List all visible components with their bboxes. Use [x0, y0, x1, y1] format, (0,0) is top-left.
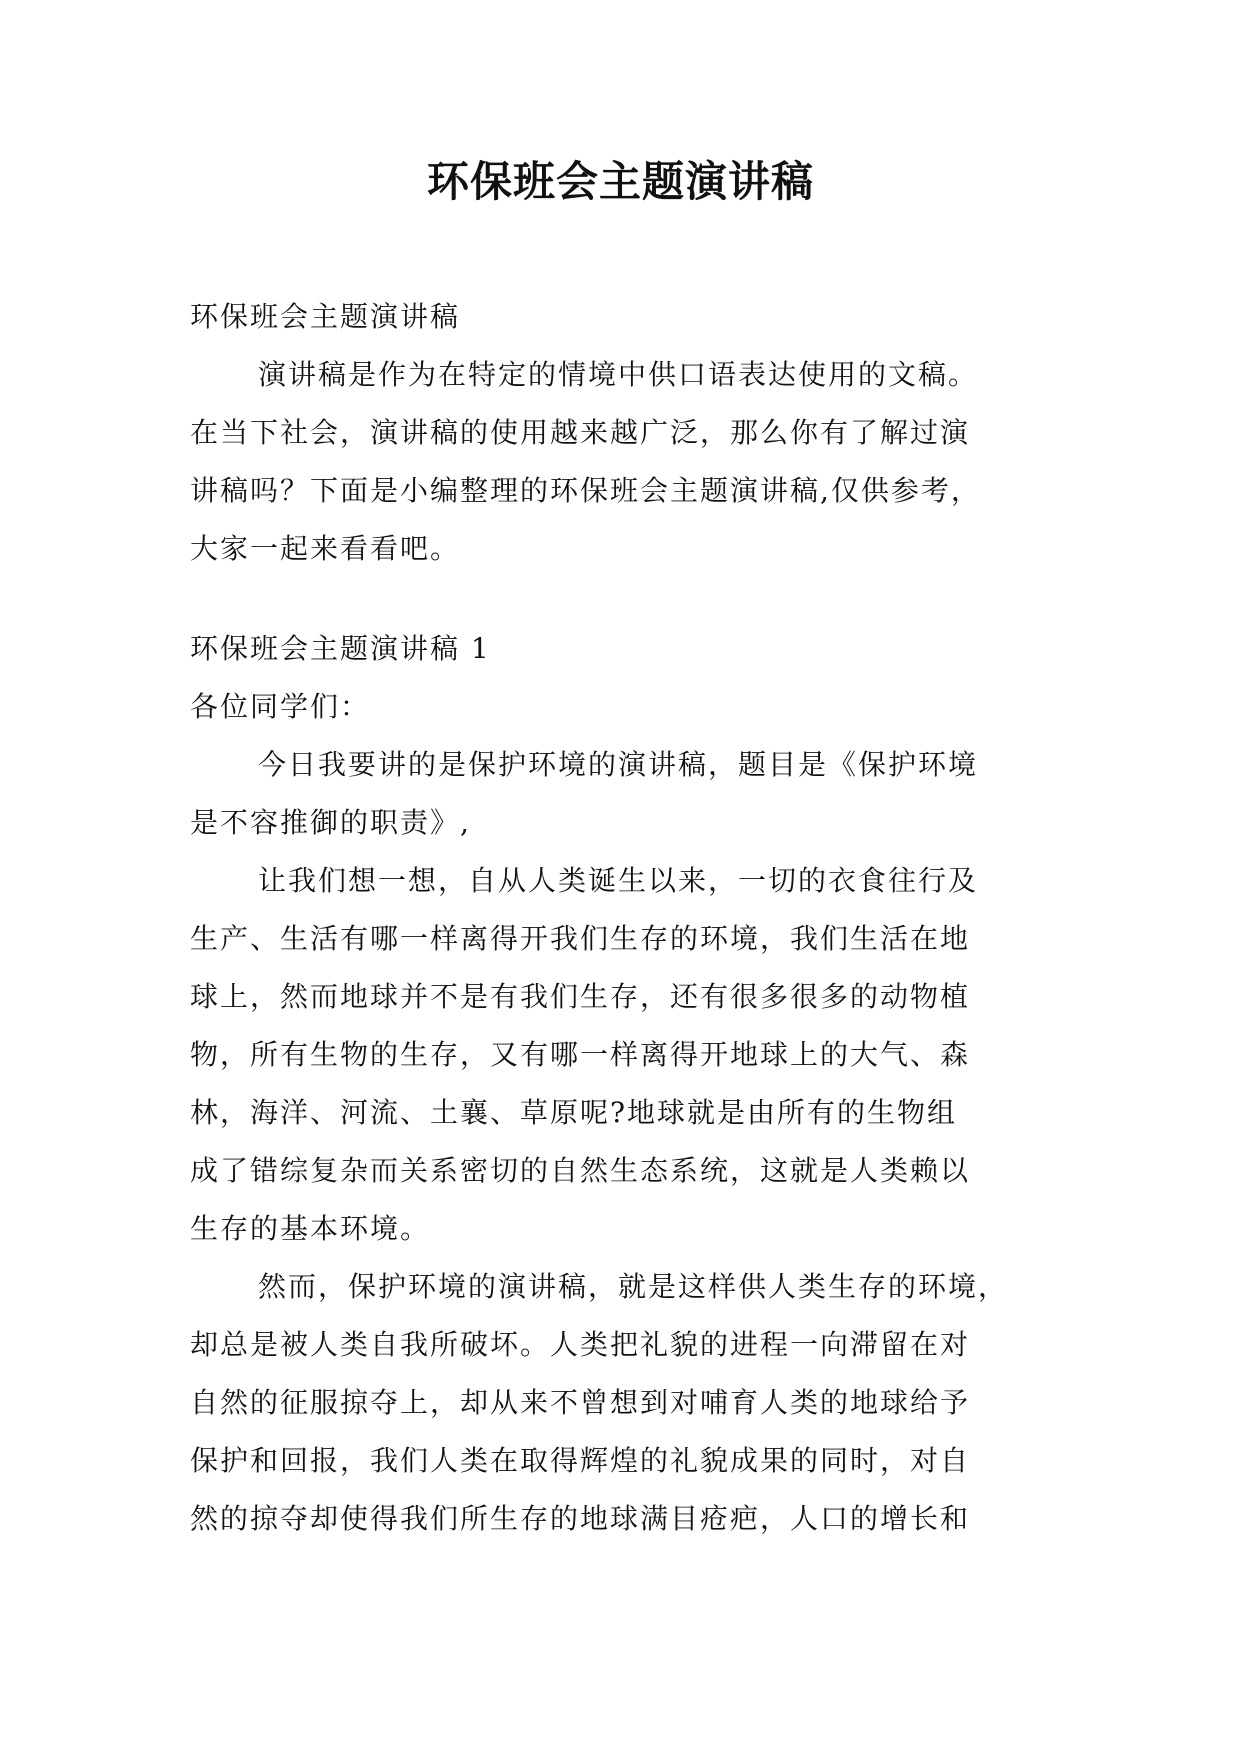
- paragraph-line: 今日我要讲的是保护环境的演讲稿，题目是《保护环境: [258, 748, 979, 781]
- document-body: [190, 288, 1050, 1548]
- paragraph-line: 生产、生活有哪一样离得开我们生存的环境，我们生活在地: [190, 922, 971, 955]
- paragraph-line: 然的掠夺却使得我们所生存的地球满目疮疤，人口的增长和: [190, 1502, 971, 1535]
- paragraph-line: 在当下社会，演讲稿的使用越来越广泛，那么你有了解过演: [190, 416, 971, 449]
- paragraph-line: 却总是被人类自我所破坏。人类把礼貌的进程一向滞留在对: [190, 1328, 971, 1361]
- paragraph-line: 讲稿吗？下面是小编整理的环保班会主题演讲稿,仅供参考，: [190, 474, 981, 507]
- paragraph-line: 自然的征服掠夺上，却从来不曾想到对哺育人类的地球给予: [190, 1386, 971, 1419]
- paragraph-line: 大家一起来看看吧。: [190, 532, 461, 565]
- paragraph-line: 林，海洋、河流、土襄、草原呢?地球就是由所有的生物组: [190, 1096, 958, 1129]
- section-heading: 环保班会主题演讲稿 1: [190, 632, 491, 665]
- section-gap: [190, 578, 1050, 620]
- paragraph-line: 是不容推御的职责》,: [190, 806, 471, 839]
- paragraph-line: 演讲稿是作为在特定的情境中供口语表达使用的文稿。: [258, 358, 979, 391]
- paragraph-line: 物，所有生物的生存，又有哪一样离得开地球上的大气、森: [190, 1038, 971, 1071]
- subheading-line: 环保班会主题演讲稿: [190, 300, 461, 333]
- paragraph-line: 成了错综复杂而关系密切的自然生态系统，这就是人类赖以: [190, 1154, 971, 1187]
- document-title: 环保班会主题演讲稿: [426, 157, 814, 206]
- paragraph-line: 让我们想一想，自从人类诞生以来，一切的衣食往行及: [258, 864, 979, 897]
- paragraph-line: 然而，保护环境的演讲稿，就是这样供人类生存的环境，: [258, 1270, 1009, 1303]
- salutation-line: 各位同学们：: [190, 690, 371, 723]
- paragraph-line: 球上，然而地球并不是有我们生存，还有很多很多的动物植: [190, 980, 971, 1013]
- paragraph-line: 保护和回报，我们人类在取得辉煌的礼貌成果的同时，对自: [190, 1444, 971, 1477]
- paragraph-line: 生存的基本环境。: [190, 1212, 431, 1245]
